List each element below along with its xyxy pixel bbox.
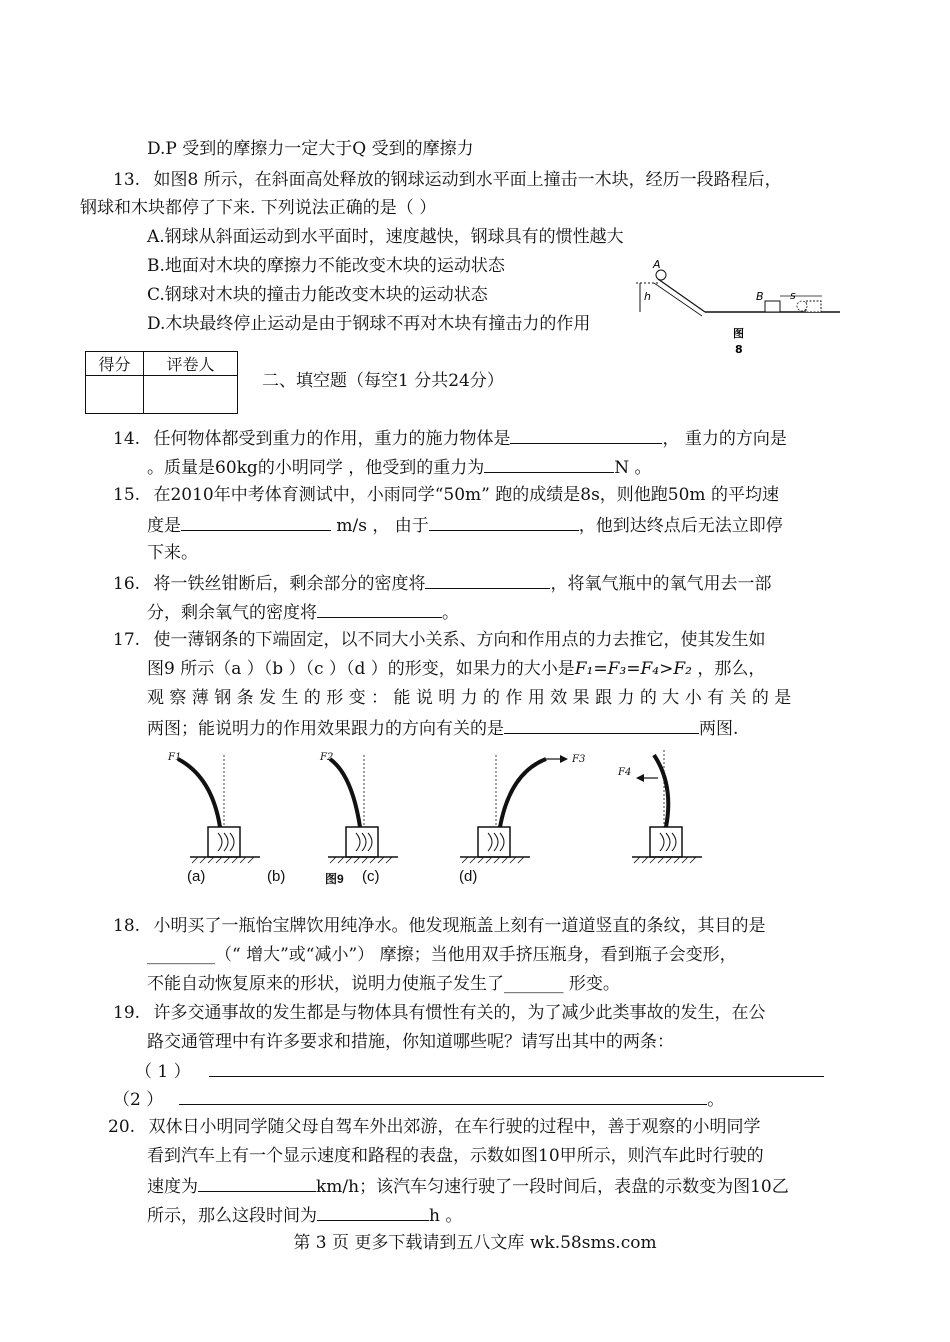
figure-9d: [617, 750, 702, 863]
q19-item-2-end: 。: [707, 1090, 725, 1110]
force-label-f3: F3: [572, 754, 586, 765]
q17-text-4a: 两图；能说明力的作用效果跟力的方向有关的是: [147, 719, 504, 739]
ramp-surface: [658, 279, 705, 312]
page-footer: 第 3 页 更多下载请到五八文库 wk.58sms.com: [293, 1233, 657, 1253]
figure-9-label-c: (c): [362, 868, 380, 885]
q20-blank-2[interactable]: [317, 1203, 429, 1221]
q13-option-b: B.地面对木块的摩擦力不能改变木块的运动状态: [147, 256, 505, 276]
q16-text-1a: 将一铁丝钳断后，剩余部分的密度将: [153, 574, 426, 594]
q17-text-2b: ，那么，: [691, 659, 766, 679]
section-2-title: 二、填空题（每空1 分共24分）: [262, 371, 504, 391]
q14-text-a: 任何物体都受到重力的作用，重力的施力物体是: [153, 429, 511, 449]
figure-9a: [167, 752, 260, 863]
q13-option-a: A.钢球从斜面运动到水平面时，速度越快，钢球具有的惯性越大: [147, 227, 624, 247]
q15-text-2c: ，他到达终点后无法立即停: [578, 516, 783, 536]
figure-9b: [319, 752, 398, 863]
q16-line1: [113, 571, 771, 595]
q14-line2: [147, 455, 652, 479]
q15-line3: 下来。: [147, 543, 198, 563]
q16-blank-1[interactable]: [425, 571, 550, 589]
q16-text-2a: 分，剩余氧气的密度将: [147, 603, 317, 623]
q16-text-2b: 。: [442, 603, 459, 623]
q17-blank[interactable]: [504, 716, 699, 734]
q18-line2: ________（“ 增大”或“减小”） 摩擦；当他用双手挤压瓶身，看到瓶子会变形，: [147, 945, 737, 965]
q17-line4: [147, 716, 738, 740]
figure-9-steel-strips: [160, 745, 720, 870]
wood-block: [765, 301, 780, 312]
q12-option-d: D.P 受到的摩擦力一定大于Q 受到的摩擦力: [147, 139, 474, 159]
force-label-f1: F1: [168, 752, 182, 763]
q17-line1: [113, 629, 765, 651]
q15-number: 15.: [113, 485, 141, 505]
q14-blank-1[interactable]: [510, 426, 662, 444]
force-label-f2: F2: [320, 752, 334, 763]
figure-9-label-b: (b): [267, 868, 286, 885]
figure-9c: [460, 754, 585, 863]
q18-text-1: 小明买了一瓶怡宝牌饮用纯净水。他发现瓶盖上刻有一道道竖直的条纹，其目的是: [153, 916, 766, 936]
q13-stem: [113, 169, 782, 191]
q18-number: 18.: [113, 916, 141, 936]
label-h: h: [644, 290, 651, 303]
label-b: B: [756, 290, 764, 303]
q15-text-2a: 度是: [147, 516, 181, 536]
q20-line3: [147, 1174, 789, 1198]
q14-text-d: N 。: [614, 458, 652, 478]
q20-line1: [108, 1116, 760, 1138]
q15-line1: [113, 484, 779, 506]
q17-text-2a: 图9 所示（a ）（b ）（c ）（d ）的形变，如果力的大小是: [147, 659, 575, 679]
q14-line1: [113, 426, 787, 450]
grader-header: 评卷人: [144, 352, 238, 376]
q14-text-b: ， 重力的方向是: [662, 429, 787, 449]
q19-line1: [113, 1002, 765, 1024]
q16-text-1b: ，将氧气瓶中的氧气用去一部: [550, 574, 772, 594]
score-cell[interactable]: [86, 376, 144, 414]
q20-text-3a: 速度为: [147, 1177, 198, 1197]
q16-line2: [147, 600, 459, 624]
q14-number: 14.: [113, 429, 141, 449]
q20-number: 20.: [108, 1117, 136, 1137]
q18-line3: 不能自动恢复原来的形状，说明力使瓶子发生了_______ 形变。: [147, 974, 620, 994]
figure-9-label-a: (a): [187, 868, 206, 885]
q16-blank-2[interactable]: [317, 600, 442, 618]
figure-9-caption: 图9: [325, 872, 344, 886]
grader-cell[interactable]: [144, 376, 238, 414]
q14-text-c: 。质量是60kg的小明同学 ，他受到的重力为: [147, 458, 485, 478]
q20-text-4a: 所示，那么这段时间为: [147, 1206, 317, 1226]
q19-item-2: [113, 1087, 724, 1111]
figure-8-ramp: [630, 255, 845, 355]
q17-line3: 观 察 薄 钢 条 发 生 的 形 变 ： 能 说 明 力 的 作 用 效 果 跟 力 的 大 小 有 关 的 是: [147, 688, 792, 708]
q19-item-1: [135, 1059, 824, 1083]
figure-8-caption-2: 8: [735, 343, 743, 355]
q13-option-c: C.钢球对木块的撞击力能改变木块的运动状态: [147, 285, 488, 305]
q20-text-3b: km/h；该汽车匀速行驶了一段时间后，表盘的示数变为图10乙: [316, 1177, 789, 1197]
label-s: s: [790, 289, 796, 302]
q17-text-1: 使一薄钢条的下端固定，以不同大小关系、方向和作用点的力去推它，使其发生如: [153, 630, 766, 650]
q20-line4: [147, 1203, 462, 1227]
q19-blank-1[interactable]: [209, 1059, 824, 1077]
q19-item-1-label: （ 1 ）: [135, 1062, 191, 1082]
force-label-f4: F4: [618, 767, 632, 778]
figure-9-label-d: (d): [459, 868, 478, 885]
q15-blank-1[interactable]: [181, 513, 331, 531]
steel-ball: [656, 270, 666, 280]
q17-text-4b: 两图.: [699, 719, 739, 739]
q19-line2: 路交通管理中有许多要求和措施，你知道哪些呢？请写出其中的两条：: [147, 1032, 674, 1052]
q19-blank-2[interactable]: [179, 1087, 707, 1105]
q15-text-1: 在2010年中考体育测试中，小雨同学“50m” 跑的成绩是8s，则他跑50m 的平均速: [153, 485, 779, 505]
q17-force-formula: F₁=F₃=F₄>F₂: [574, 659, 692, 679]
q17-line2: [147, 658, 765, 680]
score-header: 得分: [86, 352, 144, 376]
q20-text-4b: h 。: [429, 1206, 463, 1226]
q16-number: 16.: [113, 574, 141, 594]
q19-number: 19.: [113, 1003, 141, 1023]
q17-number: 17.: [113, 630, 141, 650]
q15-line2: [147, 513, 783, 537]
score-table: [85, 351, 238, 414]
label-a: A: [653, 258, 661, 271]
figure-8-caption-1: 图: [733, 327, 744, 340]
q19-item-2-label: （2 ）: [113, 1090, 164, 1110]
q18-line1: [113, 915, 765, 937]
q20-blank-1[interactable]: [198, 1174, 316, 1192]
q13-stem-line2: 钢球和木块都停了下来. 下列说法正确的是（ ）: [80, 198, 437, 218]
q14-blank-2[interactable]: [484, 455, 614, 473]
q13-option-d: D.木块最终停止运动是由于钢球不再对木块有撞击力的作用: [147, 314, 591, 334]
q20-text-1: 双休日小明同学随父母自驾车外出郊游，在车行驶的过程中，善于观察的小明同学: [148, 1117, 761, 1137]
q13-stem-line1: 如图8 所示，在斜面高处释放的钢球运动到水平面上撞击一木块，经历一段路程后，: [153, 170, 782, 190]
q13-number: 13.: [113, 170, 141, 190]
q15-text-2b: m/s ， 由于: [331, 516, 429, 536]
q20-line2: 看到汽车上有一个显示速度和路程的表盘，示数如图10甲所示，则汽车此时行驶的: [147, 1146, 764, 1166]
q15-blank-2[interactable]: [429, 513, 579, 531]
q19-text-1: 许多交通事故的发生都是与物体具有惯性有关的，为了减少此类事故的发生，在公: [153, 1003, 766, 1023]
